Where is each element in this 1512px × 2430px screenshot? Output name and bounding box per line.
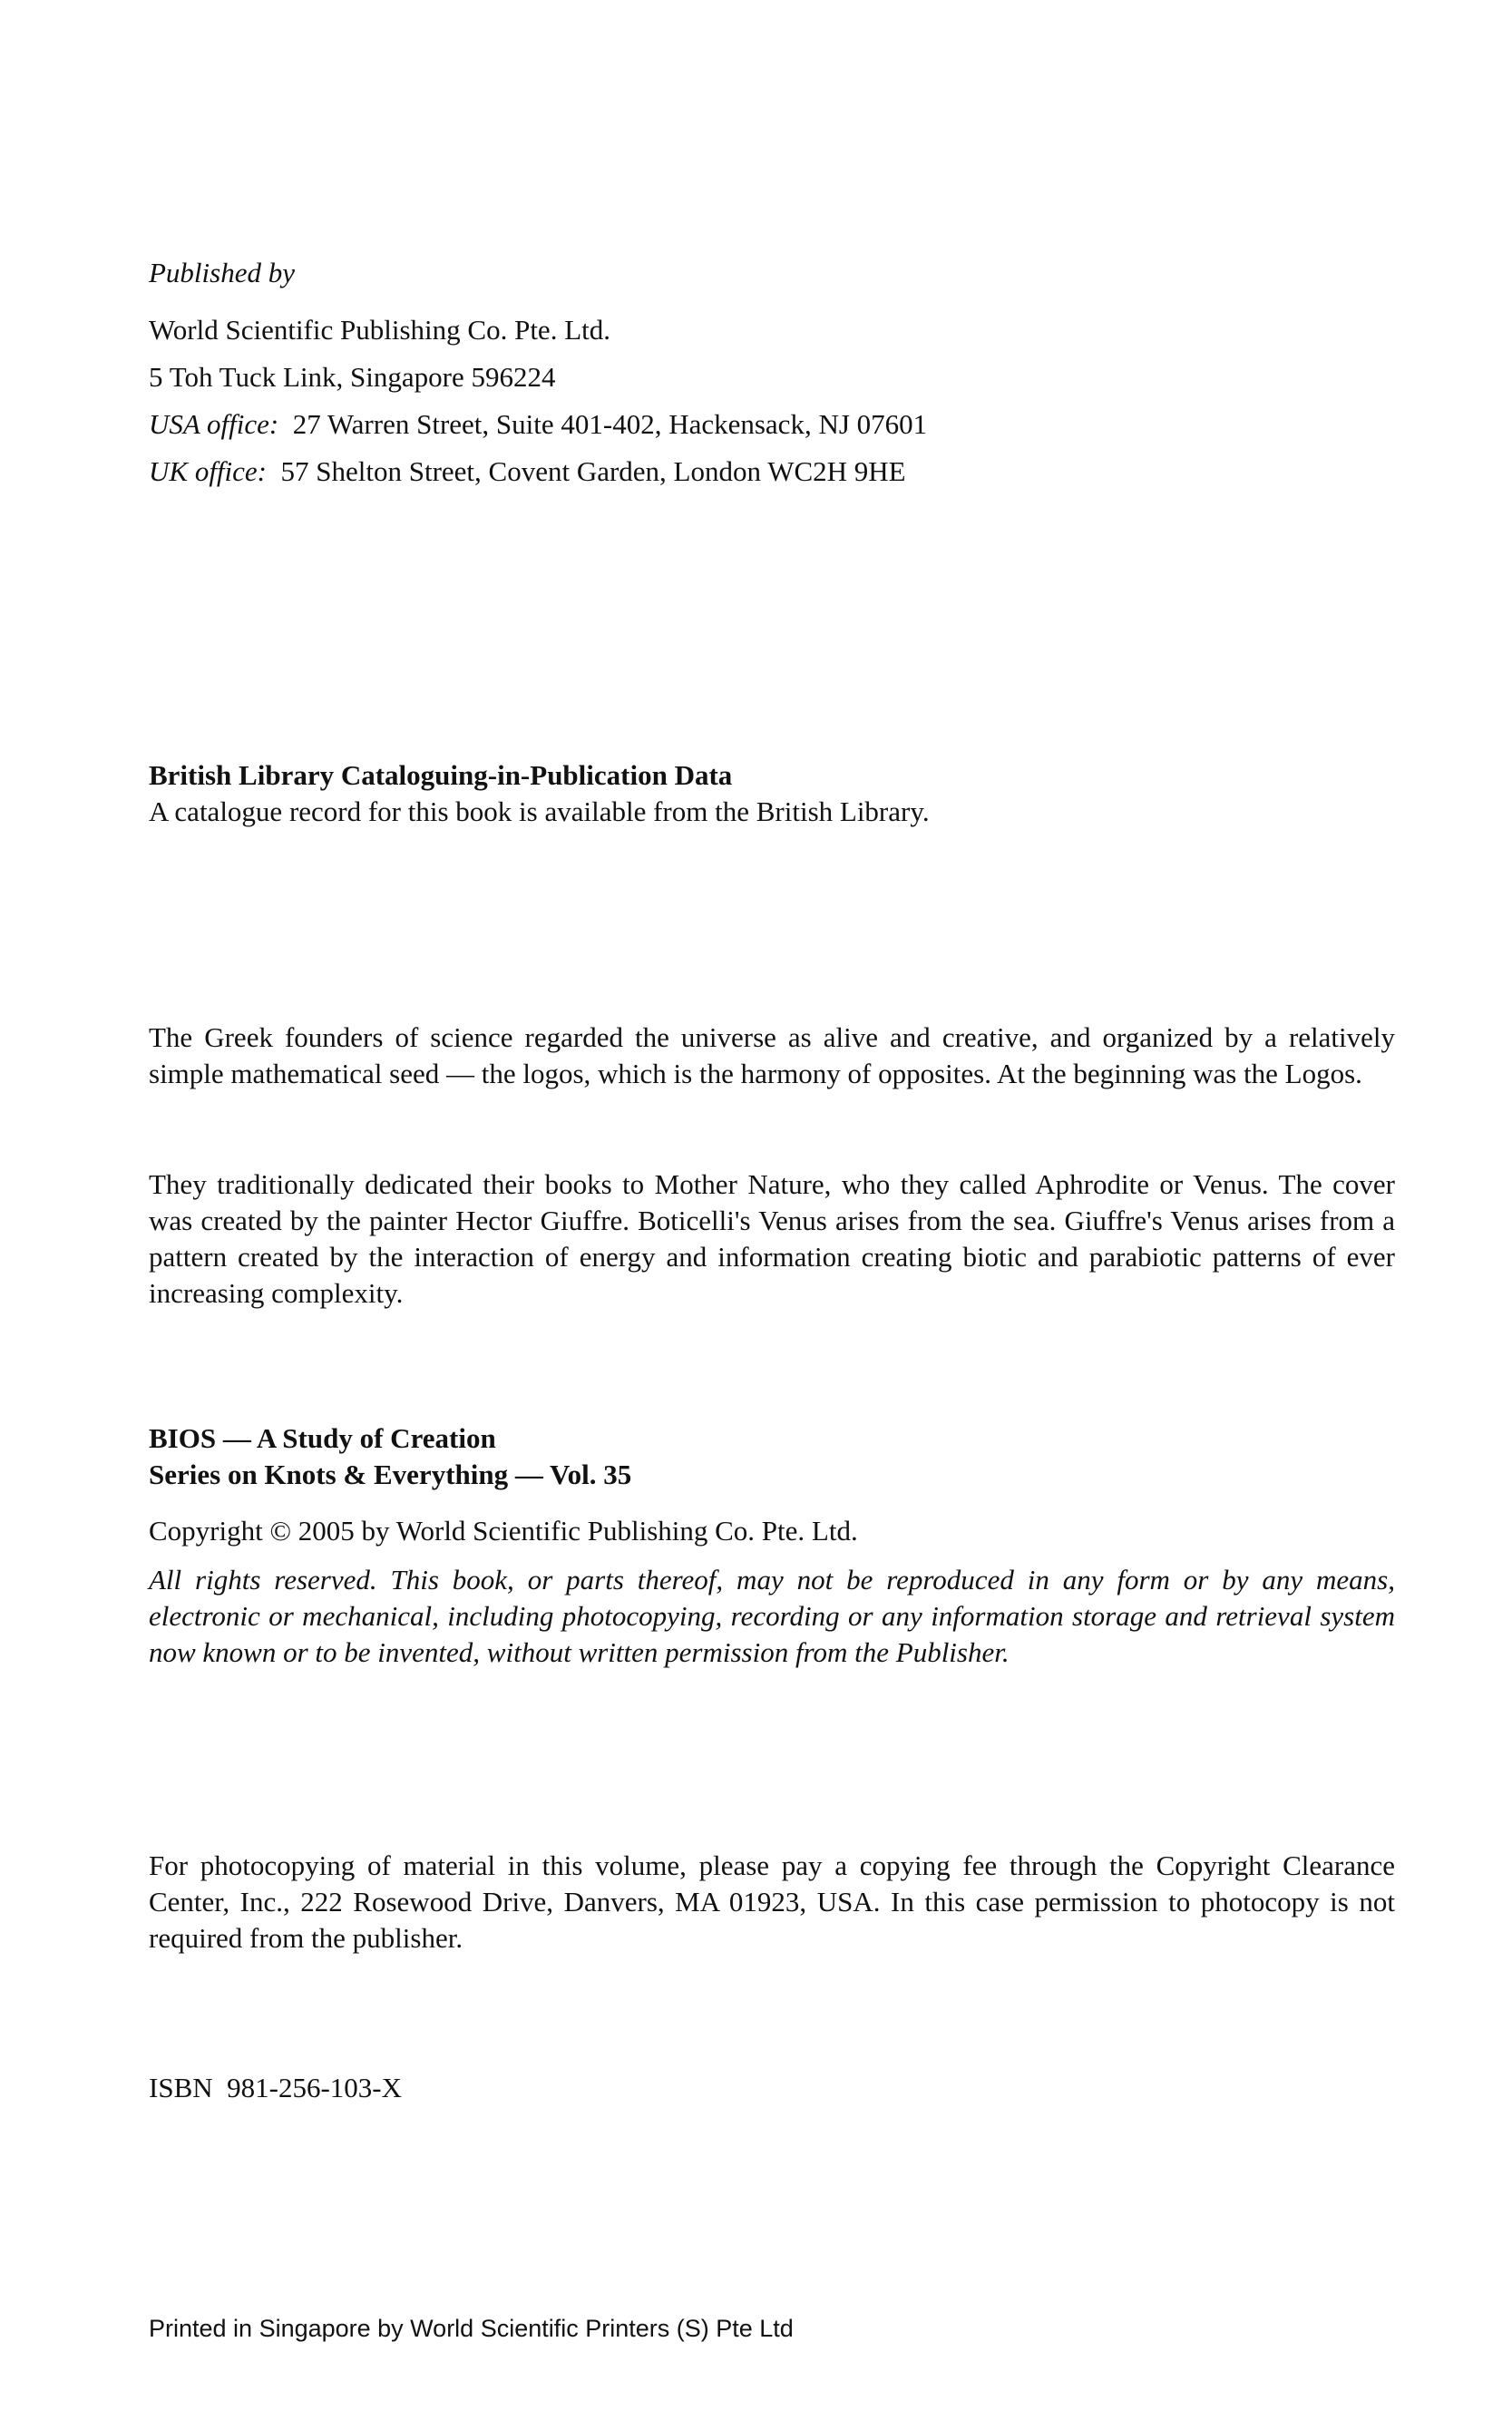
book-title: BIOS — A Study of Creation	[149, 1422, 496, 1454]
cip-heading: British Library Cataloguing-in-Publication Data	[149, 759, 733, 791]
publisher-address: 5 Toh Tuck Link, Singapore 596224	[149, 361, 556, 393]
uk-office-line	[149, 448, 1395, 495]
published-by-label: Published by	[149, 257, 295, 288]
uk-office-address: 57 Shelton Street, Covent Garden, London WC2H 9HE	[280, 455, 906, 487]
usa-office-label: USA office:	[149, 408, 279, 440]
isbn-value: 981-256-103-X	[227, 2072, 402, 2103]
uk-office-label: UK office:	[149, 455, 267, 487]
printer-line: Printed in Singapore by World Scientific Printers (S) Pte Ltd	[149, 2315, 794, 2342]
about-paragraph-1: The Greek founders of science regarded the universe as alive and creative, and organized by a relatively simple mathematical seed — the logos, which is the harmony of opposites. At the beginning was the Logos.	[149, 1021, 1395, 1089]
publisher-block	[149, 249, 1395, 297]
rights-statement: All rights reserved. This book, or parts thereof, may not be reproduced in any form or by any means, electronic or mechanical, including photocopying, recording or any information storage and retrieval system now known or to be invented, without written permission from the Publisher.	[149, 1564, 1395, 1668]
copyright-line: Copyright © 2005 by World Scientific Publishing Co. Pte. Ltd.	[149, 1515, 858, 1547]
about-paragraph-2: They traditionally dedicated their books to Mother Nature, who they called Aphrodite or Venus. The cover was created by the painter Hector Giuffre. Boticelli's Venus arises from the sea. Giuffre's Venus arises from a pattern created by the interaction of energy and information creating biotic and parabiotic patterns of ever increasing complexity.	[149, 1168, 1395, 1309]
publisher-address-block	[149, 307, 1395, 495]
usa-office-address: 27 Warren Street, Suite 401-402, Hackensack, NJ 07601	[292, 408, 928, 440]
series-title: Series on Knots & Everything — Vol. 35	[149, 1459, 632, 1490]
cip-block	[149, 757, 1395, 830]
isbn-line	[149, 2070, 1395, 2106]
isbn-label: ISBN	[149, 2072, 213, 2103]
cip-text: A catalogue record for this book is available from the British Library.	[149, 795, 930, 827]
publisher-name: World Scientific Publishing Co. Pte. Ltd.	[149, 314, 610, 346]
photocopy-notice: For photocopying of material in this volume, please pay a copying fee through the Copyright Clearance Center, Inc., 222 Rosewood Drive, Danvers, MA 01923, USA. In this case permission to photocopy is not required from the publisher.	[149, 1849, 1395, 1954]
usa-office-line	[149, 401, 1395, 448]
book-title-block	[149, 1420, 1395, 1493]
